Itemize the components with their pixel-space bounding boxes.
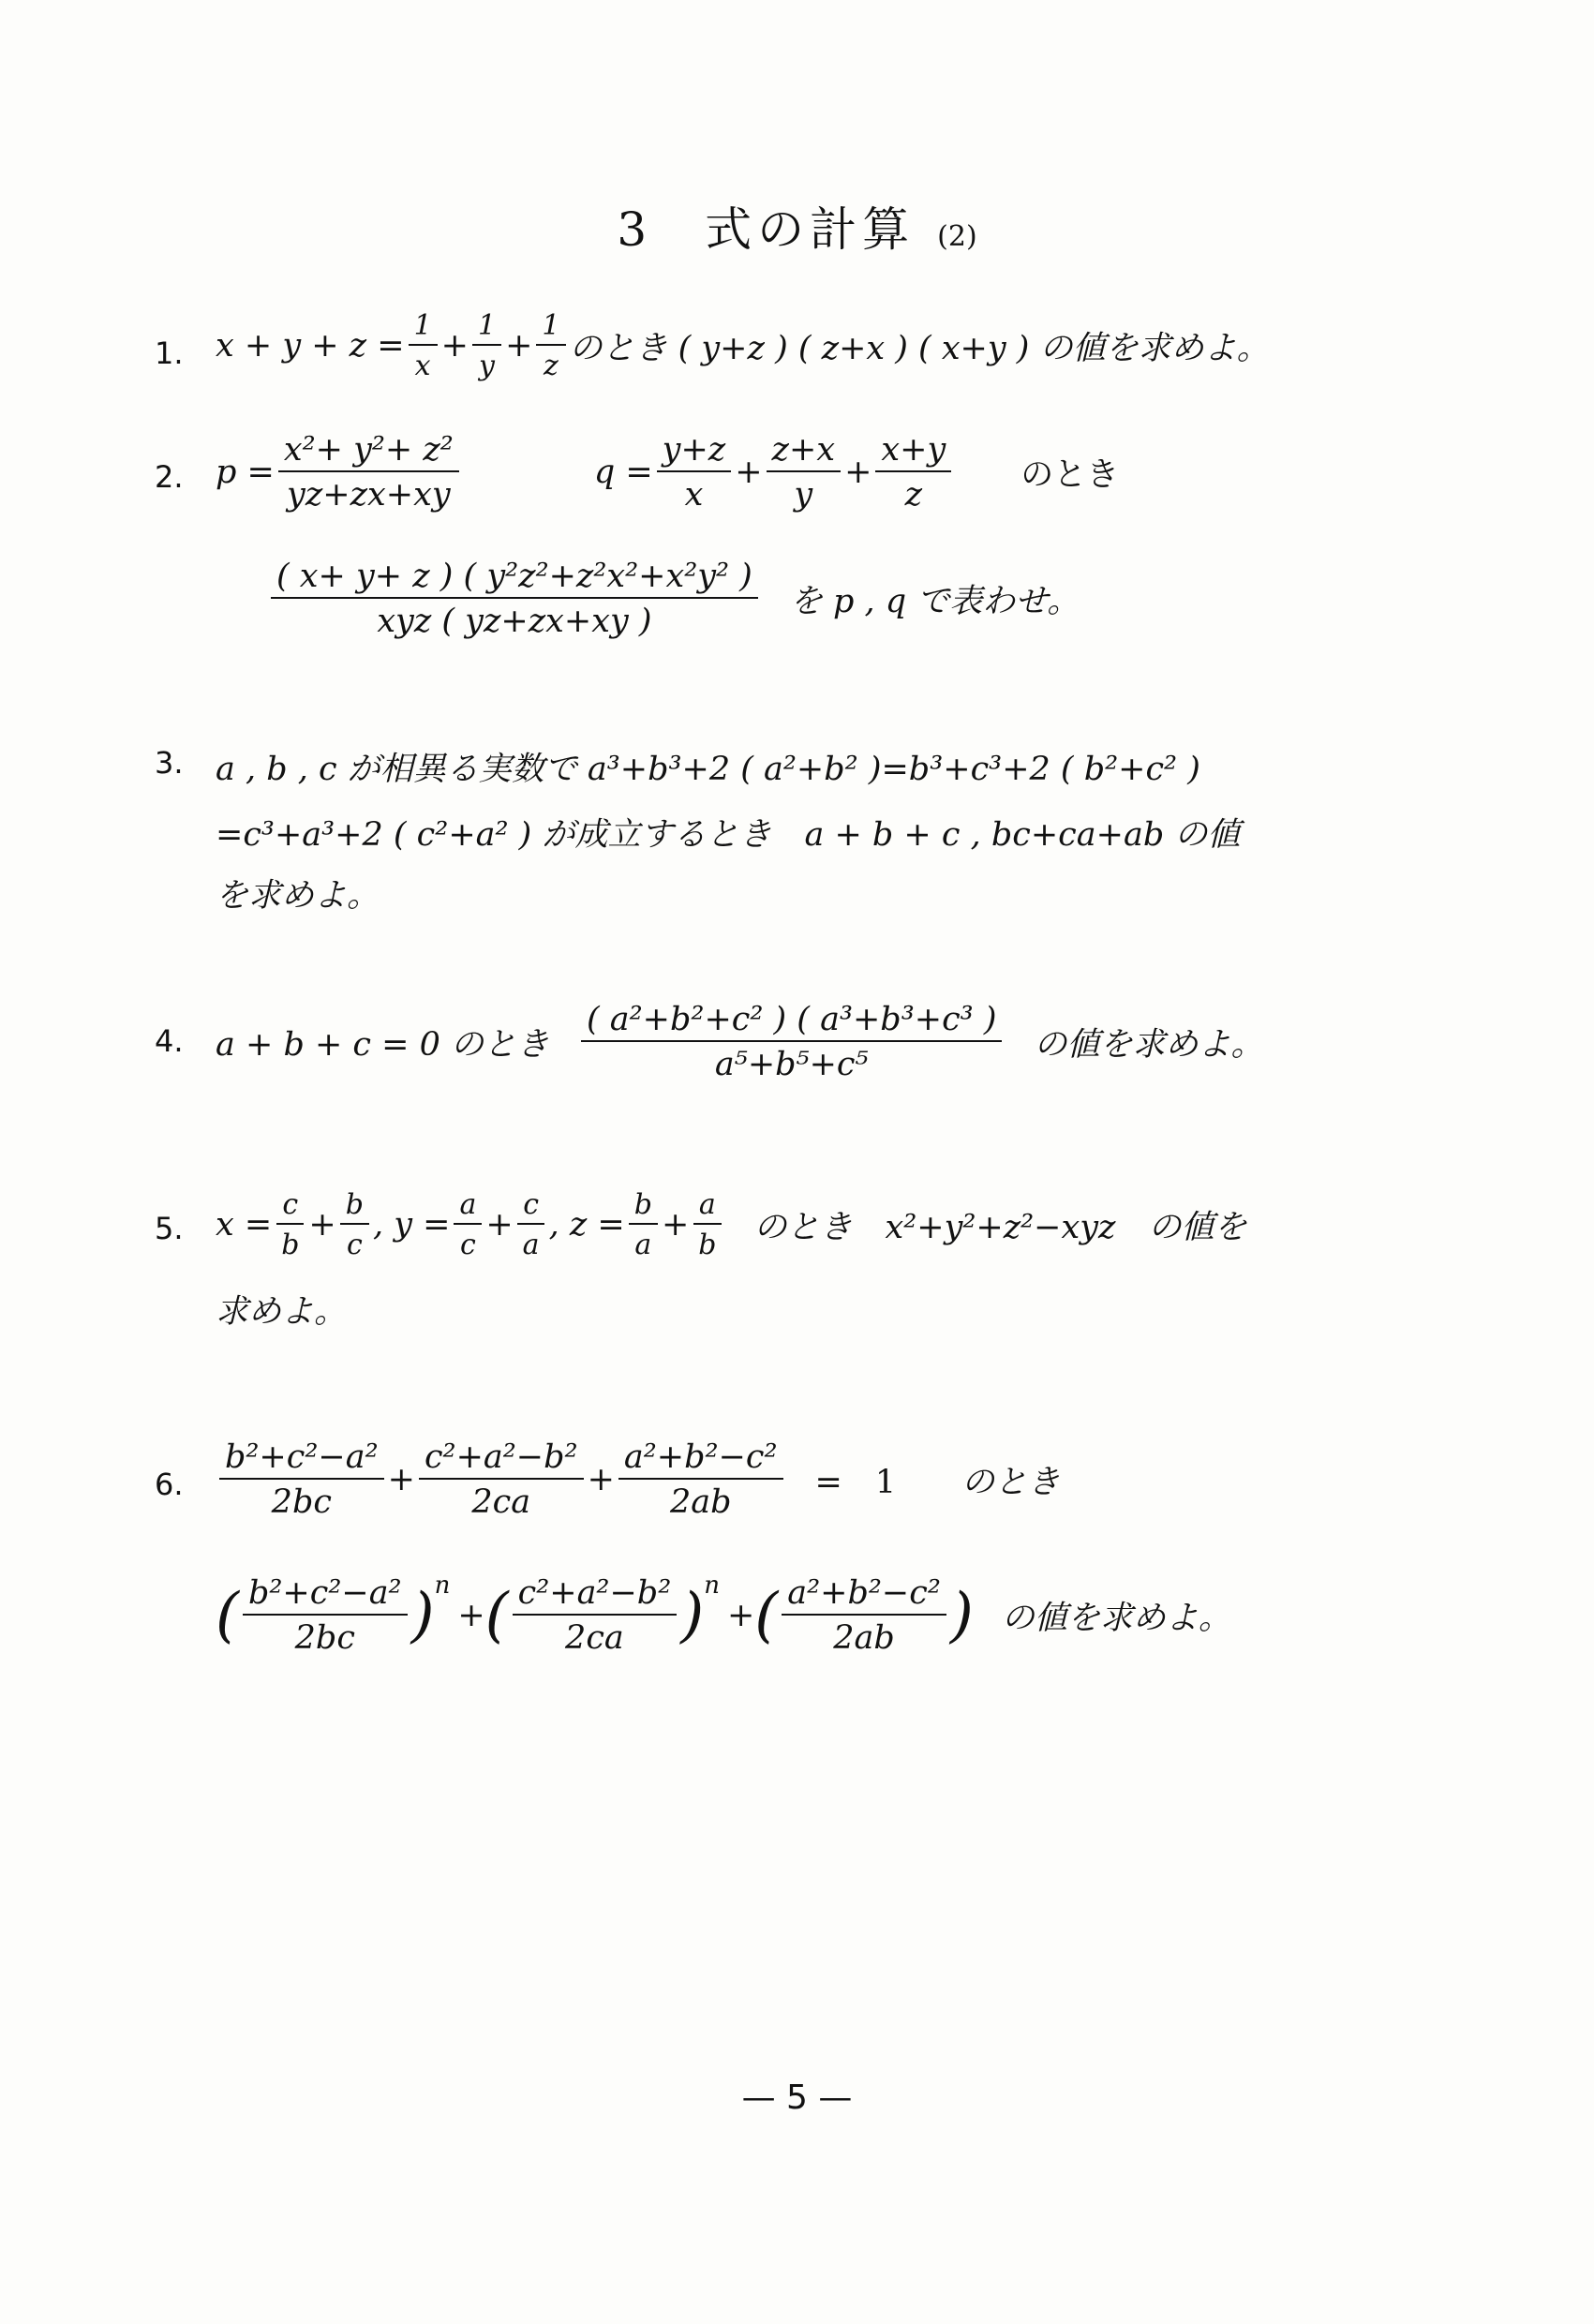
page-number: — 5 — (741, 2078, 853, 2117)
problem-3-number: 3. (155, 745, 184, 781)
problem-1: x + y + z = $\frac{1}{x}$ + $\frac{1}{y}$ + $\frac{1}{z}$ のとき ( y+z ) ( z+x ) ( x+y ) の値を求めよ。 (216, 309, 1270, 382)
problem-2-line-1: p = $\frac{\text{x²+ y²+ z²}}{yz+zx+xy}$ q = $\frac{y+z}{x}$ + $\frac{z+x}{y}$ + $\frac{x+y}{z}$ のとき (216, 431, 1120, 514)
fraction: $\frac{\text{a²+b²−c²}}{2ab}$ (782, 1574, 946, 1657)
fraction: $\frac{1}{z}$ (536, 309, 565, 382)
problem-6-line-1: $\frac{\text{b²+c²−a²}}{2bc}$ + $\frac{\text{c²+a²−b²}}{2ca}$ + $\frac{\text{a²+b²−c²}}{2ab}$ = 1 のとき (216, 1438, 1060, 1521)
problem-6-line-2: ( $\frac{\text{b²+c²−a²}}{2bc}$ ) n + ( $\frac{\text{c²+a²−b²}}{2ca}$ ) n + ( $\frac{\text{a²+b²−c²}}{2ab}$ ) の値を求めよ。 (216, 1572, 1231, 1657)
fraction: $\frac{y+z}{x}$ (657, 431, 732, 514)
problem-1-number: 1. (155, 335, 184, 371)
problem-5-line-1: x = $\frac{c}{b}$ + $\frac{b}{c}$ , y = $\frac{a}{c}$ + $\frac{c}{a}$ , z = $\frac{b}{a}$ + $\frac{a}{b}$ のとき x²+y²+z²−xyz の値を (216, 1188, 1247, 1261)
fraction: $\frac{a}{c}$ (454, 1188, 482, 1261)
problem-4: a + b + c = 0 のとき $\frac{\text{( a²+b²+c² ) ( a³+b³+c³ )}}{\text{a⁵+b⁵+c⁵}}$ の値を求めよ。 (216, 1001, 1264, 1083)
problem-6-number: 6. (155, 1467, 184, 1502)
problem-5-line-2: 求めよ。 (216, 1293, 348, 1331)
fraction: $\frac{z+x}{y}$ (767, 431, 842, 514)
problem-5-number: 5. (155, 1211, 184, 1246)
fraction: $\frac{b}{c}$ (340, 1188, 369, 1261)
fraction: $\frac{\text{b²+c²−a²}}{2bc}$ (219, 1438, 384, 1521)
fraction: $\frac{1}{x}$ (409, 309, 438, 382)
fraction: $\frac{\text{c²+a²−b²}}{2ca}$ (513, 1574, 678, 1657)
page-title-sub: (2) (937, 220, 977, 253)
fraction: $\frac{\text{( a²+b²+c² ) ( a³+b³+c³ )}}{\text{a⁵+b⁵+c⁵}}$ (581, 1001, 1002, 1083)
fraction: $\frac{c}{a}$ (517, 1188, 545, 1261)
problem-4-number: 4. (155, 1023, 184, 1059)
fraction: $\frac{\text{b²+c²−a²}}{2bc}$ (243, 1574, 408, 1657)
fraction: $\frac{x+y}{z}$ (875, 431, 951, 514)
fraction: $\frac{\text{a²+b²−c²}}{2ab}$ (618, 1438, 783, 1521)
fraction: $\frac{1}{y}$ (472, 309, 501, 382)
fraction: $\frac{\text{( x+ y+ z ) ( y²z²+z²x²+x²y² )}}{\text{xyz ( yz+zx+xy )}}$ (271, 558, 758, 640)
problem-3-line-3: を求めよ。 (216, 877, 380, 915)
problem-2-line-2: $\frac{\text{( x+ y+ z ) ( y²z²+z²x²+x²y² )}}{\text{xyz ( yz+zx+xy )}}$ を p , q で表わせ。 (267, 558, 1080, 640)
fraction: $\frac{a}{b}$ (693, 1188, 722, 1261)
problem-3-line-1: a , b , c が相異る実数で a³+b³+2 ( a²+b² )=b³+c³+2 ( b²+c² ) (216, 751, 1200, 788)
page-title: 3 式の計算 (2) (617, 202, 977, 257)
problem-3-line-2: =c³+a³+2 ( c²+a² ) が成立するとき a + b + c , bc+ca+ab の値 (216, 816, 1241, 854)
problem-2-number: 2. (155, 459, 184, 495)
fraction: $\frac{c}{b}$ (276, 1188, 305, 1261)
fraction: $\frac{\text{x²+ y²+ z²}}{yz+zx+xy}$ (278, 431, 459, 514)
fraction: $\frac{\text{c²+a²−b²}}{2ca}$ (419, 1438, 584, 1521)
fraction: $\frac{b}{a}$ (629, 1188, 658, 1261)
